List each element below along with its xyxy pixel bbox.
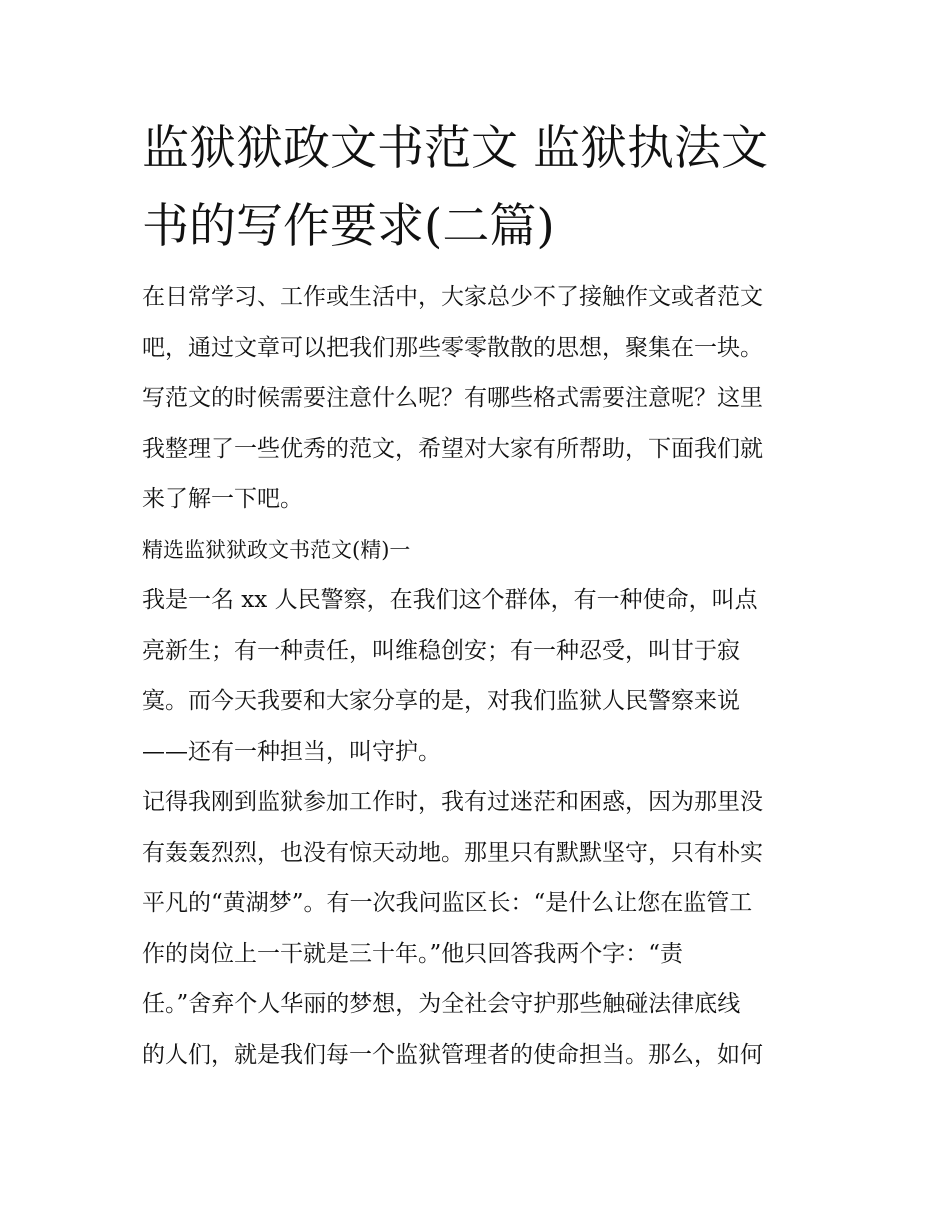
intro-line-5: 来了解一下吧。 bbox=[142, 486, 303, 512]
intro-line-2: 吧，通过文章可以把我们那些零零散散的思想，聚集在一块。 bbox=[142, 334, 763, 361]
intro-paragraph bbox=[142, 272, 822, 525]
section-heading: 精选监狱狱政文书范文(精)一 bbox=[142, 537, 411, 562]
document-page bbox=[142, 110, 822, 1080]
para2-line-4: 作的岗位上一干就是三十年。”他只回答我两个字：“责 bbox=[142, 940, 684, 967]
paragraph-2 bbox=[142, 777, 822, 1080]
title-line-2: 书的写作要求(二篇) bbox=[142, 199, 555, 254]
intro-line-3: 写范文的时候需要注意什么呢？有哪些格式需要注意呢？这里 bbox=[142, 385, 763, 411]
para2-line-2: 有轰轰烈烈，也没有惊天动地。那里只有默默坚守，只有朴实 bbox=[142, 839, 763, 866]
paragraph-1 bbox=[142, 575, 822, 777]
intro-line-4: 我整理了一些优秀的范文，希望对大家有所帮助，下面我们就 bbox=[142, 435, 763, 462]
para1-line-1: 我是一名 xx 人民警察，在我们这个群体，有一种使命，叫点 bbox=[142, 587, 758, 613]
para2-line-3: 平凡的“黄湖梦”。有一次我问监区长：“是什么让您在监管工 bbox=[142, 890, 753, 916]
para1-line-4: ——还有一种担当，叫守护。 bbox=[142, 738, 441, 765]
para2-line-6: 的人们，就是我们每一个监狱管理者的使命担当。那么，如何 bbox=[142, 1041, 763, 1068]
para1-line-3: 寞。而今天我要和大家分享的是，对我们监狱人民警察来说 bbox=[142, 688, 740, 714]
document-title bbox=[142, 110, 822, 266]
title-line-1: 监狱狱政文书范文 监狱执法文 bbox=[142, 121, 768, 176]
para1-line-2: 亮新生；有一种责任，叫维稳创安；有一种忍受，叫甘于寂 bbox=[142, 637, 740, 664]
intro-line-1: 在日常学习、工作或生活中，大家总少不了接触作文或者范文 bbox=[142, 284, 763, 310]
para2-line-1: 记得我刚到监狱参加工作时，我有过迷茫和困惑，因为那里没 bbox=[142, 789, 763, 815]
para2-line-5: 任。”舍弃个人华丽的梦想，为全社会守护那些触碰法律底线 bbox=[142, 991, 741, 1017]
